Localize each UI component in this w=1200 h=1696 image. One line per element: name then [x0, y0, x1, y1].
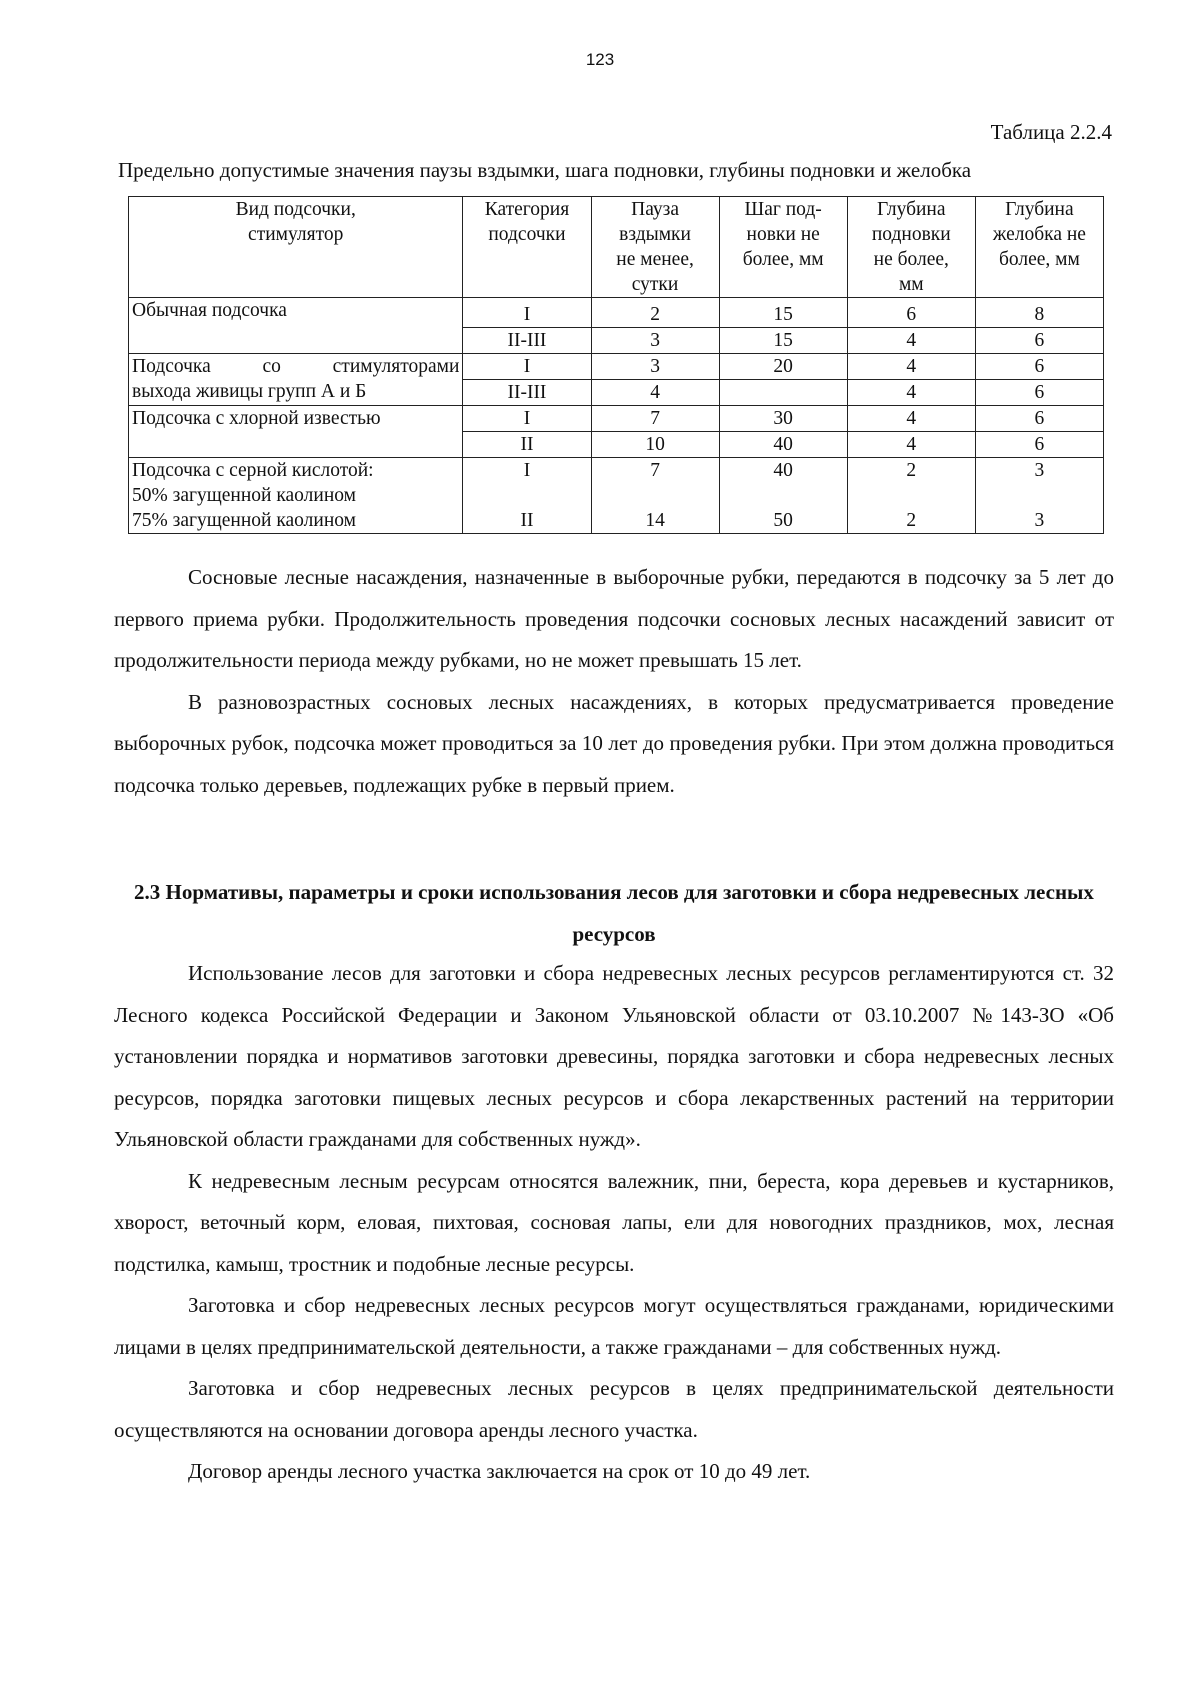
cell-groove-depth: 8 [975, 298, 1103, 328]
page-number: 123 [585, 50, 615, 69]
cell-step: 15 [719, 328, 847, 354]
cell-category: II-III [463, 380, 591, 406]
cell-renewal-depth: 4 [847, 432, 975, 458]
cell-groove-depth: 6 [975, 406, 1103, 432]
cell-renewal-depth: 4 [847, 354, 975, 380]
header-category: Категория подсочки [463, 197, 591, 298]
cell-groove-depth: 6 [975, 432, 1103, 458]
row-kind: Подсочка с хлорной известью [129, 406, 463, 458]
header-groove-depth: Глубина желобка не более, мм [975, 197, 1103, 298]
cell-renewal-depth: 6 [847, 298, 975, 328]
header-renewal-depth: Глубина подновки не более, мм [847, 197, 975, 298]
paragraph: Использование лесов для заготовки и сбора недревесных лесных ресурсов регламентируются ст. 32 Лесного кодекса Российской Федерации и Законом Ульяновской области от 03.10.2007 №143-ЗО «Об установлении порядка и нормативов заготовки древесины, порядка заготовки и сбора недревесных лесных ресурсов, порядка заготовки пищевых лесных ресурсов и сбора лекарственных растений на территории Ульяновской области гражданами для собственных нужд». [114, 961, 1114, 1151]
cell-pause: 10 [591, 432, 719, 458]
section-heading: 2.3 Нормативы, параметры и сроки использования лесов для заготовки и сбора недревесных лесных ресурсов [134, 880, 1094, 946]
table-row [129, 298, 1104, 328]
cell-category: II-III [463, 328, 591, 354]
paragraph: К недревесным лесным ресурсам относятся валежник, пни, береста, кора деревьев и кустарников, хворост, веточный корм, еловая, пихтовая, сосновая лапы, ели для новогодних праздников, мох, лесная подстилка, камыш, тростник и подобные лесные ресурсы. [114, 1168, 1114, 1276]
table-caption: Предельно допустимые значения паузы вздымки, шага подновки, глубины подновки и желобка [118, 158, 972, 182]
cell-category: I [463, 406, 591, 432]
cell-step: 40 50 [719, 458, 847, 534]
table-row [129, 406, 1104, 432]
paragraph: Договор аренды лесного участка заключается на срок от 10 до 49 лет. [188, 1459, 811, 1483]
paragraph: В разновозрастных сосновых лесных насаждениях, в которых предусматривается проведение выборочных рубок, подсочка может проводиться за 10 лет до проведения рубки. При этом должна проводиться подсочка только деревьев, подлежащих рубке в первый прием. [114, 689, 1114, 797]
paragraph: Заготовка и сбор недревесных лесных ресурсов могут осуществляться гражданами, юридическими лицами в целях предпринимательской деятельности, а также гражданами – для собственных нужд. [114, 1293, 1114, 1359]
cell-pause: 2 [591, 298, 719, 328]
cell-renewal-depth: 4 [847, 380, 975, 406]
cell-category: II [463, 432, 591, 458]
cell-groove-depth: 3 3 [975, 458, 1103, 534]
body-text-before [114, 557, 1114, 806]
row-kind: Обычная подсочка [129, 298, 463, 354]
cell-renewal-depth: 4 [847, 406, 975, 432]
cell-pause: 7 14 [591, 458, 719, 534]
cell-step [719, 380, 847, 406]
cell-pause: 7 [591, 406, 719, 432]
cell-groove-depth: 6 [975, 354, 1103, 380]
row-kind: Подсочка с серной кислотой: 50% загущенной каолином 75% загущенной каолином [129, 458, 463, 534]
cell-groove-depth: 6 [975, 380, 1103, 406]
table-label: Таблица 2.2.4 [990, 120, 1112, 144]
table-header-row [129, 197, 1104, 298]
header-step: Шаг под- новки не более, мм [719, 197, 847, 298]
cell-category: I [463, 354, 591, 380]
cell-step: 15 [719, 298, 847, 328]
tapping-norms-table [128, 196, 1104, 534]
header-pause: Пауза вздымки не менее, сутки [591, 197, 719, 298]
body-text-after [114, 953, 1114, 1493]
cell-renewal-depth: 4 [847, 328, 975, 354]
cell-step: 30 [719, 406, 847, 432]
cell-category: I [463, 298, 591, 328]
row-kind: Подсочка со стимуляторами выхода живицы групп А и Б [129, 354, 463, 406]
cell-step: 40 [719, 432, 847, 458]
table-row [129, 458, 1104, 534]
cell-step: 20 [719, 354, 847, 380]
cell-category: I II [463, 458, 591, 534]
cell-renewal-depth: 2 2 [847, 458, 975, 534]
cell-pause: 3 [591, 328, 719, 354]
cell-pause: 3 [591, 354, 719, 380]
cell-groove-depth: 6 [975, 328, 1103, 354]
table-row [129, 354, 1104, 380]
paragraph: Заготовка и сбор недревесных лесных ресурсов в целях предпринимательской деятельности осуществляются на основании договора аренды лесного участка. [114, 1376, 1114, 1442]
paragraph: Сосновые лесные насаждения, назначенные в выборочные рубки, передаются в подсочку за 5 лет до первого приема рубки. Продолжительность проведения подсочки сосновых лесных насаждений зависит от продолжительности периода между рубками, но не может превышать 15 лет. [114, 565, 1114, 672]
cell-pause: 4 [591, 380, 719, 406]
header-kind: Вид подсочки, стимулятор [129, 197, 463, 298]
